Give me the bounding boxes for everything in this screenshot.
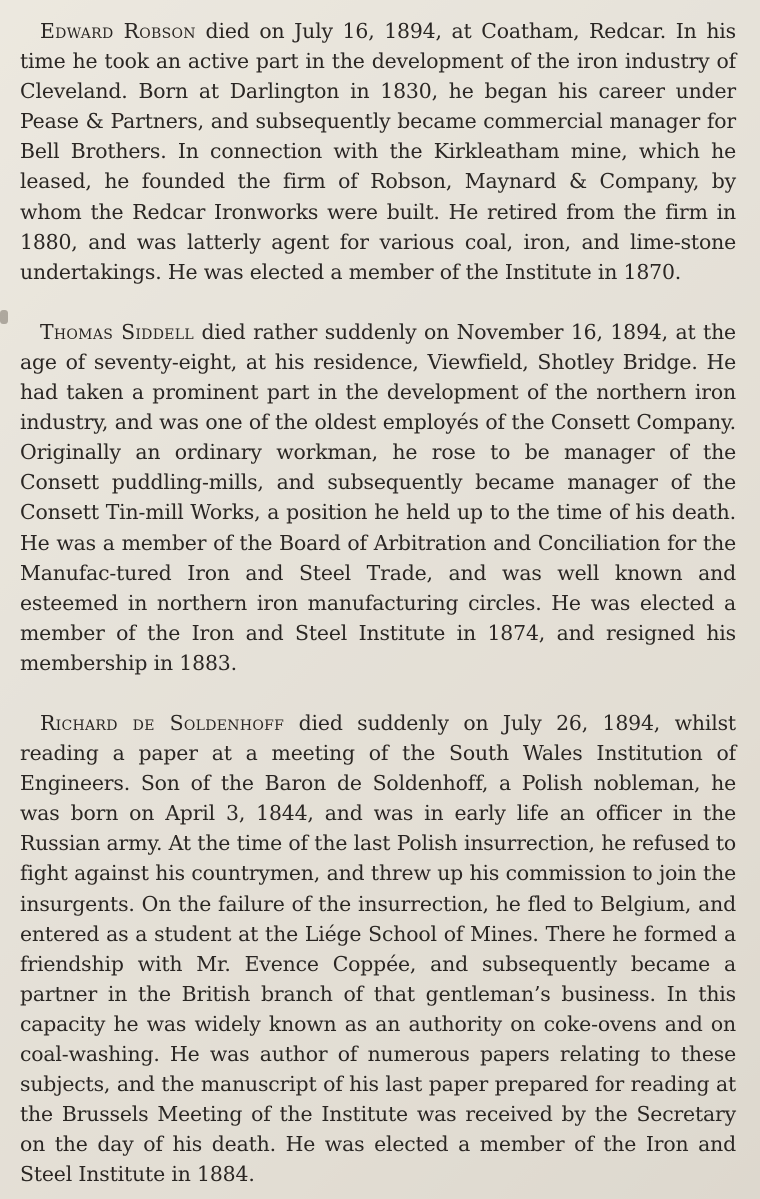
obituary-text: died rather suddenly on November 16, 1894, at the age of seventy-eight, at his residence, Viewfield, Shotley Bridge. He had taken a prominent part in the development of the northern iron industry, and was one of the oldest employés of the Consett Company. Originally an ordinary workman, he rose to be manager of the Consett puddling-mills, and subsequently became manager of the Consett Tin-mill Works, a position he held up to the time of his death. He was a member of the Board of Arbitration and Conciliation for the Manufac-tured Iron and Steel Trade, and was well known and esteemed in northern iron manufacturing circles. He was elected a member of the Iron and Steel Institute in 1874, and resigned his membership in 1883. <box>20 319 736 675</box>
obituary-paragraph <box>20 16 736 287</box>
obituary-page <box>20 16 736 1189</box>
obituary-entry-siddell <box>20 317 736 678</box>
obituary-text: died on July 16, 1894, at Coatham, Redcar. In his time he took an active part in the development of the iron industry of Cleveland. Born at Darlington in 1830, he began his career under Pease & Partners, and subsequently became commercial manager for Bell Brothers. In connection with the Kirkleatham mine, which he leased, he founded the firm of Robson, Maynard & Company, by whom the Redcar Ironworks were built. He retired from the firm in 1880, and was latterly agent for various coal, iron, and lime-stone undertakings. He was elected a member of the Institute in 1870. <box>20 19 736 284</box>
margin-ink-mark <box>0 310 8 324</box>
person-name: Edward Robson <box>40 19 196 43</box>
obituary-paragraph <box>20 317 736 678</box>
obituary-entry-soldenhoff <box>20 708 736 1190</box>
obituary-text: died suddenly on July 26, 1894, whilst reading a paper at a meeting of the South Wales Institution of Engineers. Son of the Baron de Soldenhoff, a Polish nobleman, he was born on April 3, 1844, and was in early life an officer in the Russian army. At the time of the last Polish insurrection, he refused to fight against his countrymen, and threw up his commission to join the insurgents. On the failure of the insurrection, he fled to Belgium, and entered as a student at the Liége School of Mines. There he formed a friendship with Mr. Evence Coppée, and subsequently became a partner in the British branch of that gentleman’s business. In this capacity he was widely known as an authority on coke-ovens and on coal-washing. He was author of numerous papers relating to these subjects, and the manuscript of his last paper prepared for reading at the Brussels Meeting of the Institute was received by the Secretary on the day of his death. He was elected a member of the Iron and Steel Institute in 1884. <box>20 710 736 1187</box>
person-name: Richard de Soldenhoff <box>40 710 285 735</box>
obituary-paragraph <box>20 708 736 1190</box>
person-name: Thomas Siddell <box>40 319 194 344</box>
obituary-entry-robson <box>20 16 736 287</box>
